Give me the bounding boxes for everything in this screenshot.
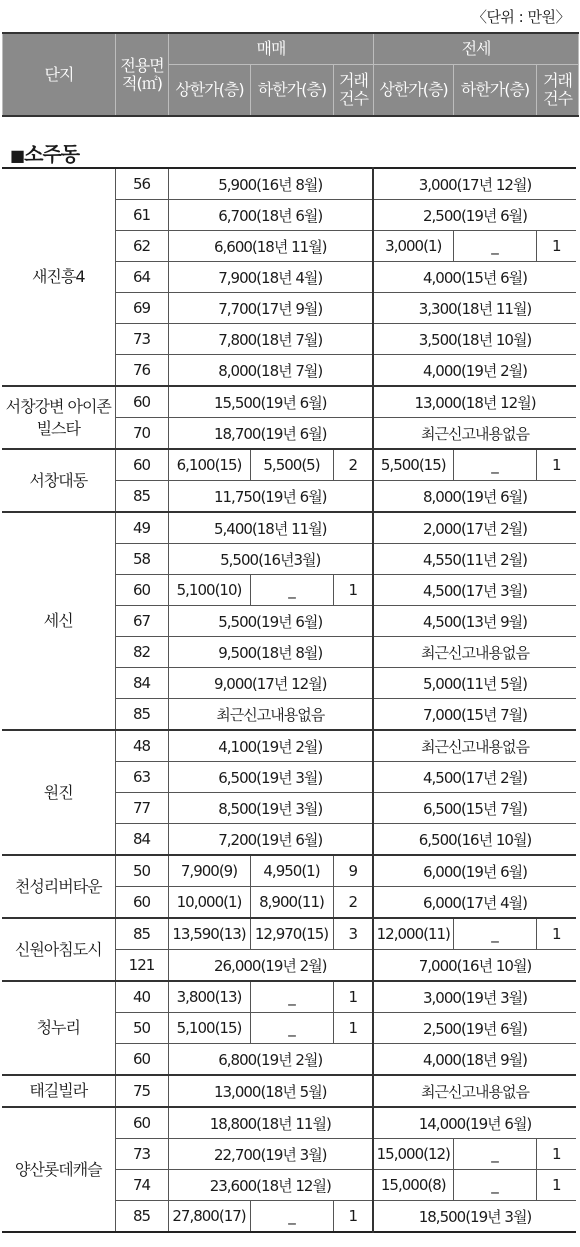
jeonse-cell: 4,500(17년 3월) [373,575,576,606]
complex-name: 태길빌라 [2,1075,115,1107]
sale-lower-cell: 12,970(15) [250,918,333,950]
sale-cell: 7,200(19년 6월) [168,824,373,856]
jeonse-lower-cell: _ [453,1170,536,1201]
sale-upper-cell: 10,000(1) [168,887,250,919]
area-cell: 74 [115,1170,168,1201]
jeonse-count-cell: 1 [536,449,576,481]
area-cell: 60 [115,1107,168,1139]
jeonse-upper-cell: 12,000(11) [373,918,453,950]
header-jeonse-lower: 하한가(층) [454,65,537,117]
jeonse-cell: 5,000(11년 5월) [373,668,576,699]
table-row [2,512,576,544]
sale-cell: 6,600(18년 11월) [168,231,373,262]
jeonse-cell: 18,500(19년 3월) [373,1201,576,1233]
sale-lower-cell: _ [250,1013,333,1044]
sale-cell: 최근신고내용없음 [168,699,373,731]
section-heading [10,138,79,167]
unit-note: 〈단위 : 만원〉 [471,8,570,26]
header-sale-upper: 상한가(층) [169,65,251,117]
table-row [2,730,576,762]
area-cell: 60 [115,1044,168,1076]
section-marker: ■ [10,146,25,165]
area-cell: 84 [115,824,168,856]
sale-count-cell: 1 [333,1013,373,1044]
sale-upper-cell: 13,590(13) [168,918,250,950]
sale-cell: 18,800(18년 11월) [168,1107,373,1139]
sale-upper-cell: 3,800(13) [168,981,250,1013]
sale-cell: 5,500(19년 6월) [168,606,373,637]
sale-count-cell: 2 [333,887,373,919]
header-sale-lower: 하한가(층) [251,65,334,117]
area-cell: 67 [115,606,168,637]
section-title: 소주동 [24,142,80,166]
header-jeonse-count: 거래건수 [537,65,579,117]
table-row [2,1107,576,1139]
area-cell: 40 [115,981,168,1013]
area-cell: 69 [115,293,168,324]
sale-cell: 6,500(19년 3월) [168,762,373,793]
jeonse-cell: 6,000(17년 4월) [373,887,576,919]
jeonse-lower-cell: _ [453,231,536,262]
complex-name: 원진 [2,730,115,855]
table-row [2,449,576,481]
jeonse-cell: 6,500(15년 7월) [373,793,576,824]
sale-count-cell: 1 [333,575,373,606]
jeonse-count-cell: 1 [536,1170,576,1201]
header-jeonse: 전세 [374,33,579,65]
jeonse-upper-cell: 15,000(12) [373,1139,453,1170]
area-cell: 73 [115,324,168,355]
area-cell: 76 [115,355,168,387]
jeonse-cell: 3,000(19년 3월) [373,981,576,1013]
jeonse-cell: 4,500(13년 9월) [373,606,576,637]
complex-name: 청누리 [2,981,115,1075]
sale-cell: 8,000(18년 7월) [168,355,373,387]
sale-cell: 8,500(19년 3월) [168,793,373,824]
jeonse-cell: 2,000(17년 2월) [373,512,576,544]
jeonse-lower-cell: _ [453,449,536,481]
header-area: 전용면적(㎡) [116,33,169,116]
area-cell: 85 [115,918,168,950]
jeonse-cell: 최근신고내용없음 [373,730,576,762]
sale-cell: 5,400(18년 11월) [168,512,373,544]
header-jeonse-upper: 상한가(층) [374,65,454,117]
area-cell: 85 [115,699,168,731]
jeonse-cell: 2,500(19년 6월) [373,200,576,231]
jeonse-cell: 6,000(19년 6월) [373,855,576,887]
table-row [2,981,576,1013]
jeonse-upper-cell: 3,000(1) [373,231,453,262]
table-row [2,386,576,418]
sale-lower-cell: _ [250,575,333,606]
sale-cell: 22,700(19년 3월) [168,1139,373,1170]
area-cell: 61 [115,200,168,231]
sale-count-cell: 9 [333,855,373,887]
complex-name: 새진흥4 [2,168,115,386]
sale-upper-cell: 5,100(15) [168,1013,250,1044]
sale-lower-cell: 4,950(1) [250,855,333,887]
table-header [2,32,579,117]
sale-cell: 5,900(16년 8월) [168,168,373,200]
area-cell: 49 [115,512,168,544]
area-cell: 56 [115,168,168,200]
sale-count-cell: 3 [333,918,373,950]
area-cell: 58 [115,544,168,575]
area-cell: 82 [115,637,168,668]
complex-name: 서창강변 아이존빌스타 [2,386,115,449]
jeonse-cell: 14,000(19년 6월) [373,1107,576,1139]
area-cell: 85 [115,1201,168,1233]
jeonse-cell: 13,000(18년 12월) [373,386,576,418]
area-cell: 48 [115,730,168,762]
area-cell: 73 [115,1139,168,1170]
jeonse-cell: 3,000(17년 12월) [373,168,576,200]
complex-name: 양산롯데캐슬 [2,1107,115,1232]
jeonse-cell: 6,500(16년 10월) [373,824,576,856]
jeonse-count-cell: 1 [536,1139,576,1170]
sale-count-cell: 1 [333,1201,373,1233]
price-table [2,167,576,1233]
sale-cell: 23,600(18년 12월) [168,1170,373,1201]
area-cell: 60 [115,386,168,418]
header-sale-count: 거래건수 [334,65,374,117]
header-complex: 단지 [3,33,116,116]
jeonse-cell: 최근신고내용없음 [373,1075,576,1107]
area-cell: 85 [115,481,168,513]
jeonse-cell: 4,000(18년 9월) [373,1044,576,1076]
sale-count-cell: 2 [333,449,373,481]
header-sale: 매매 [169,33,374,65]
table-row [2,168,576,200]
jeonse-cell: 4,000(19년 2월) [373,355,576,387]
sale-upper-cell: 6,100(15) [168,449,250,481]
table-row [2,855,576,887]
sale-cell: 4,100(19년 2월) [168,730,373,762]
area-cell: 75 [115,1075,168,1107]
jeonse-cell: 3,500(18년 10월) [373,324,576,355]
sale-cell: 6,700(18년 6월) [168,200,373,231]
jeonse-lower-cell: _ [453,1139,536,1170]
jeonse-cell: 4,500(17년 2월) [373,762,576,793]
jeonse-cell: 4,550(11년 2월) [373,544,576,575]
jeonse-cell: 최근신고내용없음 [373,637,576,668]
complex-name: 서창대동 [2,449,115,512]
sale-cell: 13,000(18년 5월) [168,1075,373,1107]
jeonse-lower-cell: _ [453,918,536,950]
area-cell: 70 [115,418,168,450]
area-cell: 63 [115,762,168,793]
sale-cell: 26,000(19년 2월) [168,950,373,982]
jeonse-cell: 2,500(19년 6월) [373,1013,576,1044]
area-cell: 60 [115,887,168,919]
sale-cell: 5,500(16년3월) [168,544,373,575]
complex-name: 세신 [2,512,115,730]
complex-name: 천성리버타운 [2,855,115,918]
table-row [2,918,576,950]
area-cell: 60 [115,449,168,481]
sale-upper-cell: 27,800(17) [168,1201,250,1233]
jeonse-cell: 7,000(16년 10월) [373,950,576,982]
area-cell: 121 [115,950,168,982]
sale-cell: 11,750(19년 6월) [168,481,373,513]
jeonse-cell: 최근신고내용없음 [373,418,576,450]
jeonse-cell: 3,300(18년 11월) [373,293,576,324]
sale-cell: 7,700(17년 9월) [168,293,373,324]
sale-upper-cell: 5,100(10) [168,575,250,606]
sale-cell: 18,700(19년 6월) [168,418,373,450]
area-cell: 77 [115,793,168,824]
sale-lower-cell: _ [250,1201,333,1233]
area-cell: 84 [115,668,168,699]
sale-lower-cell: 8,900(11) [250,887,333,919]
table-row [2,1075,576,1107]
area-cell: 62 [115,231,168,262]
area-cell: 60 [115,575,168,606]
jeonse-count-cell: 1 [536,918,576,950]
jeonse-count-cell: 1 [536,231,576,262]
price-table-body [2,168,576,1232]
jeonse-cell: 8,000(19년 6월) [373,481,576,513]
jeonse-upper-cell: 5,500(15) [373,449,453,481]
sale-lower-cell: _ [250,981,333,1013]
jeonse-cell: 4,000(15년 6월) [373,262,576,293]
sale-lower-cell: 5,500(5) [250,449,333,481]
area-cell: 50 [115,1013,168,1044]
area-cell: 64 [115,262,168,293]
sale-cell: 9,000(17년 12월) [168,668,373,699]
complex-name: 신원아침도시 [2,918,115,981]
sale-cell: 9,500(18년 8월) [168,637,373,668]
sale-count-cell: 1 [333,981,373,1013]
sale-cell: 7,900(18년 4월) [168,262,373,293]
jeonse-cell: 7,000(15년 7월) [373,699,576,731]
sale-cell: 7,800(18년 7월) [168,324,373,355]
area-cell: 50 [115,855,168,887]
jeonse-upper-cell: 15,000(8) [373,1170,453,1201]
sale-cell: 15,500(19년 6월) [168,386,373,418]
sale-cell: 6,800(19년 2월) [168,1044,373,1076]
sale-upper-cell: 7,900(9) [168,855,250,887]
